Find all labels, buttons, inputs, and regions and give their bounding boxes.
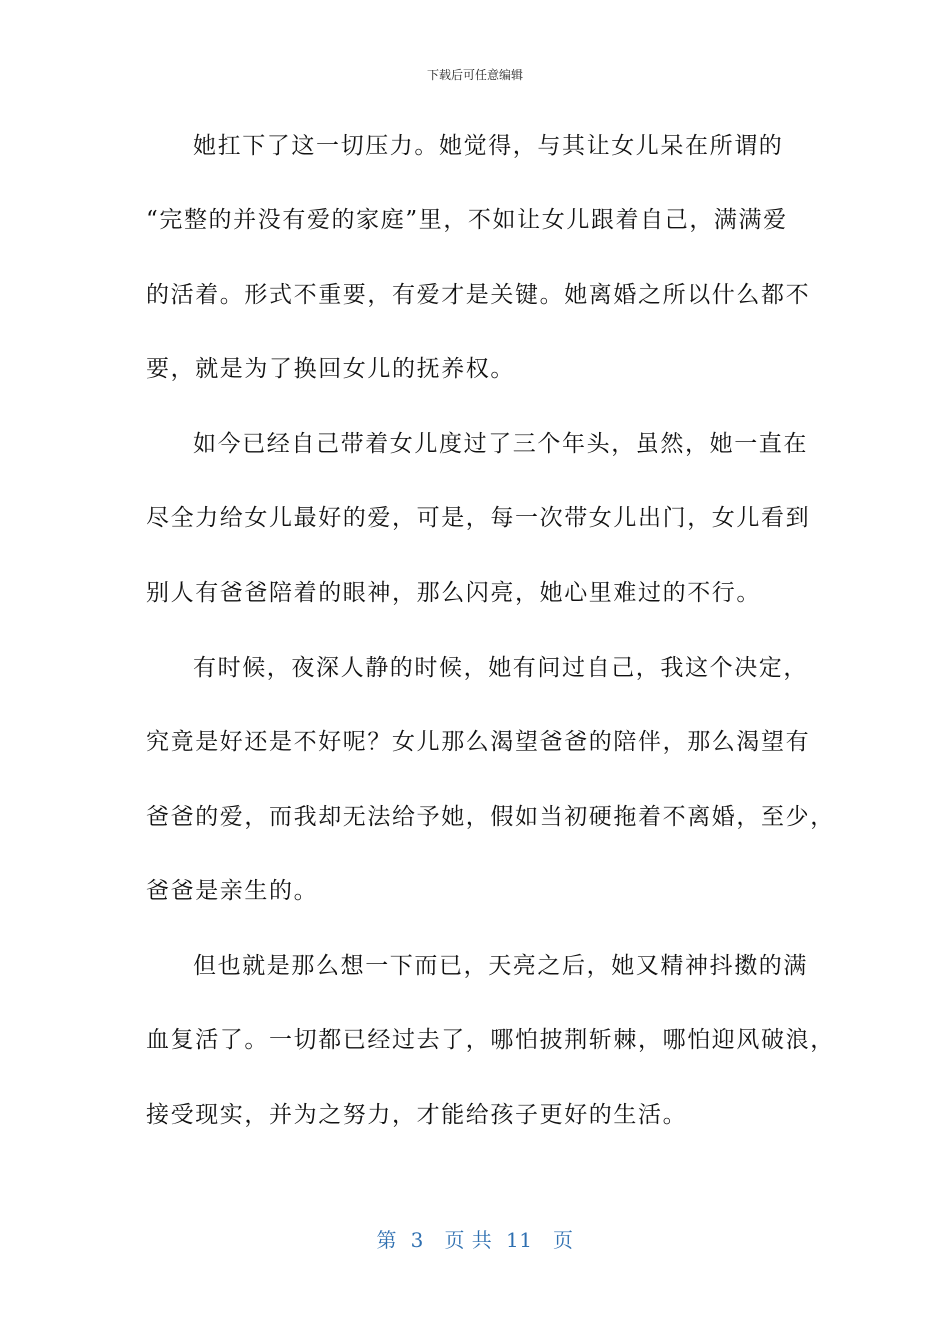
text-line: 要，就是为了换回女儿的抚养权。 <box>146 356 515 382</box>
text-line: “完整的并没有爱的家庭”里，不如让女儿跟着自己，满满爱 <box>146 207 788 233</box>
text-line: 尽全力给女儿最好的爱，可是，每一次带女儿出门，女儿看到 <box>146 505 811 531</box>
text-line: 有时候，夜深人静的时候，她有问过自己，我这个决定， <box>193 655 808 681</box>
text-line: 别人有爸爸陪着的眼神，那么闪亮，她心里难过的不行。 <box>146 580 761 606</box>
text-line: 血复活了。一切都已经过去了，哪怕披荆斩棘，哪怕迎风破浪， <box>146 1027 835 1053</box>
page-header: 下载后可任意编辑 <box>426 68 523 82</box>
text-line: 她扛下了这一切压力。她觉得，与其让女儿呆在所谓的 <box>193 133 784 159</box>
text-line: 究竟是好还是不好呢？女儿那么渴望爸爸的陪伴，那么渴望有 <box>146 729 811 755</box>
text-line: 的活着。形式不重要，有爱才是关键。她离婚之所以什么都不 <box>146 282 811 308</box>
text-line: 如今已经自己带着女儿度过了三个年头，虽然，她一直在 <box>193 431 808 457</box>
text-line: 但也就是那么想一下而已，天亮之后，她又精神抖擞的满 <box>193 953 808 979</box>
text-line: 接受现实，并为之努力，才能给孩子更好的生活。 <box>146 1102 688 1128</box>
text-line: 爸爸是亲生的。 <box>146 878 319 904</box>
text-line: 爸爸的爱，而我却无法给予她，假如当初硬拖着不离婚，至少， <box>146 804 835 830</box>
page-number-footer: 第 3 页 共 11 页 <box>376 1228 574 1252</box>
